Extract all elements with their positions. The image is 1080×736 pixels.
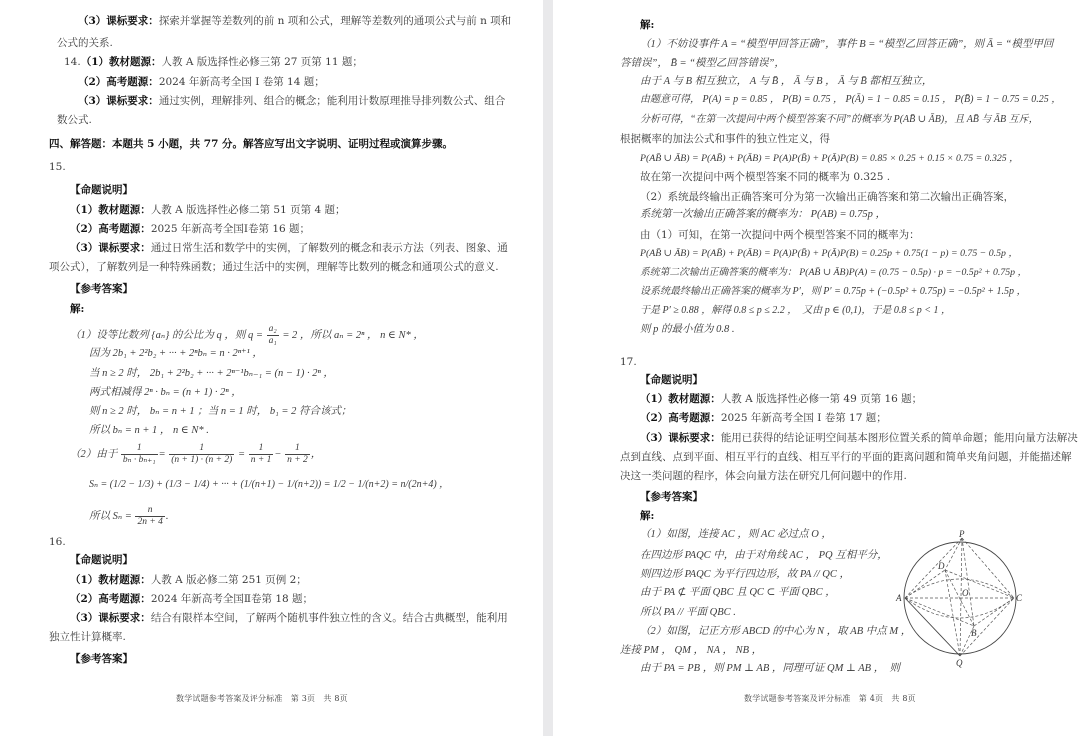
solution-line-1: （1）不妨设事件 A = “模型甲回答正确”，事件 B = “模型乙回答正确”，则 Ā = “模型甲回 — [640, 39, 1054, 50]
q17-line-5: 所以 PA // 平面 QBC . — [640, 607, 736, 618]
label: （2）高考题源： — [78, 76, 159, 88]
text: 人教 A 版必修二第 251 页例 2； — [150, 574, 307, 586]
solution-line-4: 由题意可得， P(A) = p = 0.85 ， P(B) = 0.75 ， P(Ā) = 1 − 0.85 = 0.15 ， P(B̄) = 1 − 0.75 = 0.25 ， — [640, 94, 1062, 105]
text: 通过日常生活和数学中的实例，了解数列的概念和表示方法（列表、图象、通 — [150, 242, 508, 254]
q17-requirement-cont2: 决这一类问题的程序，体会向量方法在研究几何问题中的作用. — [620, 470, 907, 482]
q15-sum-expression: Sₙ = (1/2 − 1/3) + (1/3 − 1/4) + ··· + (1/(n+1) − 1/(n+2)) = 1/2 − 1/(n+2) = n/(2n+4) ， — [89, 479, 450, 490]
q17-source-exam — [640, 411, 887, 425]
numerator: 1 — [249, 443, 274, 455]
q15-requirement-cont: 项公式），了解数列是一种特殊函数；通过生活中的实例，理解等比数列的概念和通项公式的意义. — [49, 261, 499, 273]
q17-line-3: 则四边形 PAQC 为平行四边形，故 PA // QC ， — [640, 569, 851, 580]
q15-part1-line3: 当 n ≥ 2 时， 2b₁ + 2²b₂ + ··· + 2ⁿ⁻¹bₙ₋₁ = (n − 1) · 2ⁿ ， — [89, 368, 334, 379]
q16-heading: 【命题说明】 — [70, 554, 133, 566]
q13-requirement-cont: 公式的关系. — [57, 37, 113, 49]
q15-heading: 【命题说明】 — [70, 184, 133, 196]
q15-number: 15. — [49, 161, 66, 173]
solution-line-7: P(AB̄ ∪ ĀB) = P(AB̄) + P(ĀB) = P(A)P(B̄) + P(Ā)P(B) = 0.85 × 0.25 + 0.15 × 0.75 = 0.325 ， — [640, 153, 1019, 164]
text: 2025 年新高考全国Ⅰ卷第 16 题； — [150, 223, 311, 235]
fraction — [285, 443, 310, 466]
q14-source-exam — [78, 75, 325, 89]
q16-number: 16. — [49, 536, 66, 548]
q17-solution-label: 解: — [640, 510, 655, 522]
diagram-label-A: A — [896, 593, 902, 603]
label: （2）高考题源： — [640, 412, 721, 424]
q16-answer-heading: 【参考答案】 — [70, 653, 133, 665]
diagram-label-O: O — [962, 588, 969, 598]
diagram-label-Q: Q — [956, 658, 963, 668]
denominator: 2n + 4 — [137, 517, 163, 527]
solution-line-6: 根据概率的加法公式和事件的独立性定义，得 — [620, 133, 830, 145]
solution-line-5: 分析可得，“在第一次提问中两个模型答案不同”的概率为 P(AB̄ ∪ ĀB)，且 AB̄ 与 ĀB 互斥， — [640, 114, 1039, 125]
solution-line-11: 由（1）可知，在第一次提问中两个模型答案不同的概率为： — [640, 229, 920, 241]
text: （1）设等比数列 {aₙ} 的公比为 q ，则 q = — [70, 329, 263, 341]
numerator: n — [135, 505, 164, 517]
numerator: 1 — [121, 443, 158, 455]
denominator: (n + 1) · (n + 2) — [171, 455, 233, 465]
fraction — [249, 443, 274, 466]
q15-source-textbook — [70, 203, 345, 217]
q15-part1-line1 — [70, 324, 424, 347]
text: 通过实例，理解排列、组合的概念；能利用计数原理推导排列数公式、组合 — [158, 95, 506, 107]
diagram-label-P: P — [959, 530, 965, 539]
label: （3）课标要求： — [70, 612, 151, 624]
label: （3）课标要求： — [640, 432, 721, 444]
page-footer: 数学试题参考答案及评分标准 第 4页 共 8页 — [744, 694, 916, 703]
q17-line-6: （2）如图，记正方形 ABCD 的中心为 N ，取 AB 中点 M ， — [640, 626, 912, 637]
label: （1）教材题源： — [70, 204, 151, 216]
denominator: a₁ — [268, 336, 277, 346]
q15-answer-heading: 【参考答案】 — [70, 283, 133, 295]
fraction — [169, 443, 234, 466]
solution-line-13: 系统第二次输出正确答案的概率为： P(AB̄ ∪ ĀB)P(A) = (0.75 − 0.5p) · p = −0.5p² + 0.75p ， — [640, 267, 1028, 278]
text: 2024 年新高考全国Ⅱ卷第 18 题； — [150, 593, 314, 605]
q14-requirement — [78, 94, 505, 108]
q15-final-answer: 所以 Sₙ = $\frac{n}{2n + 4}$ . — [89, 505, 169, 527]
text: 所以 Sₙ = — [89, 510, 132, 522]
q17-requirement — [640, 431, 1078, 445]
label: （1）教材题源： — [70, 574, 151, 586]
question-number: 14. — [64, 56, 81, 68]
diagram-label-C: C — [1016, 593, 1023, 603]
label: （3）课标要求： — [70, 242, 151, 254]
numerator: a₂ — [268, 324, 277, 334]
q17-line-7: 连接 PM ， QM ， NA ， NB ， — [620, 645, 763, 656]
denominator: n + 2 — [287, 455, 308, 465]
label: （3）课标要求： — [78, 95, 159, 107]
q15-part1-line2: 因为 2b₁ + 2²b₂ + ··· + 2ⁿbₙ = n · 2ⁿ⁺¹ ， — [89, 348, 263, 359]
numerator: 1 — [285, 443, 310, 455]
q15-part1-line4: 两式相减得 2ⁿ · bₙ = (n + 1) · 2ⁿ ， — [89, 387, 242, 398]
q16-source-textbook — [70, 573, 307, 587]
solution-line-9: （2）系统最终输出正确答案可分为第一次输出正确答案和第二次输出正确答案， — [640, 191, 1015, 203]
q14-source-textbook — [64, 55, 363, 69]
q15-requirement — [70, 241, 508, 255]
fraction — [267, 324, 279, 347]
q14-requirement-cont: 数公式. — [57, 114, 92, 126]
solution-line-3: 由于 A 与 B 相互独立， A 与 B̄ ， Ā 与 B ， Ā 与 B̄ 都相互独立， — [640, 76, 933, 87]
diagram-label-B: B — [971, 628, 977, 638]
label: （2）高考题源： — [70, 223, 151, 235]
text: = 2 ，所以 aₙ = 2ⁿ ， n ∈ N* ， — [282, 329, 424, 341]
q16-source-exam — [70, 592, 313, 606]
label: （1）教材题源： — [640, 393, 721, 405]
page-footer: 数学试题参考答案及评分标准 第 3页 共 8页 — [176, 694, 348, 703]
solution-line-16: 则 p 的最小值为 0.8 . — [640, 324, 735, 335]
q17-number: 17. — [620, 356, 637, 368]
section-heading: 四、解答题：本题共 5 小题，共 77 分。解答应写出文字说明、证明过程或演算步骤。 — [49, 138, 454, 150]
q17-requirement-cont: 点到直线、点到平面、相互平行的直线、相互平行的平面的距离问题和简单夹角问题，并能描述解 — [620, 451, 1072, 463]
solution-line-14: 设系统最终输出正确答案的概率为 P′，则 P′ = 0.75p + (−0.5p² + 0.75p) = −0.5p² + 1.5p ， — [640, 286, 1027, 297]
q15-source-exam — [70, 222, 310, 236]
solution-line-15: 于是 P′ ≥ 0.88 ，解得 0.8 ≤ p ≤ 2.2 ， 又由 p ∈ (0,1)，于是 0.8 ≤ p < 1 ， — [640, 305, 952, 316]
q17-line-8: 由于 PA = PB ，则 PM ⊥ AB ，同理可证 QM ⊥ AB ， 则 — [640, 663, 900, 674]
text: 能用已获得的结论证明空间基本图形位置关系的简单命题；能用向量方法解决 — [720, 432, 1078, 444]
text: 结合有限样本空间，了解两个随机事件独立性的含义。结合古典概型，能利用 — [150, 612, 508, 624]
label: （2）高考题源： — [70, 593, 151, 605]
q17-source-textbook — [640, 392, 922, 406]
solution-line-10: 系统第一次输出正确答案的概率为： P(AB) = 0.75p ， — [640, 209, 886, 220]
denominator: bₙ · bₙ₊₁ — [122, 455, 156, 465]
fraction — [135, 505, 164, 528]
text: 2024 年新高考全国 Ⅰ 卷第 14 题； — [158, 76, 325, 88]
q17-line-4: 由于 PA ⊄ 平面 QBC 且 QC ⊂ 平面 QBC ， — [640, 587, 836, 598]
q16-requirement-cont: 独立性计算概率. — [49, 631, 126, 643]
q15-part1-line6: 所以 bₙ = n + 1 ， n ∈ N* . — [89, 425, 209, 436]
text: （2）由于 — [70, 448, 118, 460]
text: 2025 年新高考全国 Ⅰ 卷第 17 题； — [720, 412, 887, 424]
solution-line-8: 故在第一次提问中两个模型答案不同的概率为 0.325 . — [640, 171, 891, 183]
denominator: n + 1 — [250, 455, 272, 465]
solution-line-2: 答错误”， B̄ = “模型乙回答错误”， — [620, 58, 785, 69]
text: 人教 A 版选择性必修一第 49 页第 16 题； — [720, 393, 923, 405]
text: 人教 A 版选择性必修二第 51 页第 4 题； — [150, 204, 346, 216]
solution-line-12: P(AB̄ ∪ ĀB) = P(AB̄) + P(ĀB) = P(A)P(B̄) + P(Ā)P(B) = 0.25p + 0.75(1 − p) = 0.75 − 0.5p ， — [640, 248, 1019, 259]
fraction — [121, 443, 158, 466]
diagram-label-D: D — [938, 561, 945, 571]
q15-part1-line5: 则 n ≥ 2 时， bₙ = n + 1 ；当 n = 1 时， b₁ = 2 符合该式； — [89, 406, 352, 417]
sphere-octahedron-diagram — [890, 530, 1030, 668]
q17-answer-heading: 【参考答案】 — [640, 491, 703, 503]
text: 人教 A 版选择性必修三第 27 页第 11 题； — [161, 56, 363, 68]
q17-line-2: 在四边形 PAQC 中，由于对角线 AC ， PQ 互相平分， — [640, 550, 888, 561]
label: （1）教材题源： — [80, 56, 162, 68]
q17-line-1: （1）如图，连接 AC ，则 AC 必过点 O ， — [640, 529, 832, 540]
q16-requirement — [70, 611, 508, 625]
q15-solution-label: 解: — [70, 303, 85, 315]
q17-heading: 【命题说明】 — [640, 374, 703, 386]
text: 探索并掌握等差数列的前 n 项和公式，理解等差数列的通项公式与前 n 项和 — [158, 15, 512, 27]
label: （3）课标要求： — [78, 15, 159, 27]
q13-requirement — [78, 14, 511, 28]
document-page-4 — [553, 0, 1080, 736]
q15-part2-line1: （2）由于 $\frac{1}{\text{bₙ · bₙ₊₁}}$ = $\frac{1}{(n + 1) \cdot (n + 2)}$ = $\frac{1}{n + 1}$ − $\frac{1}{n + 2}$ ， — [70, 443, 322, 465]
numerator: 1 — [169, 443, 234, 455]
solution-label: 解: — [640, 19, 655, 31]
